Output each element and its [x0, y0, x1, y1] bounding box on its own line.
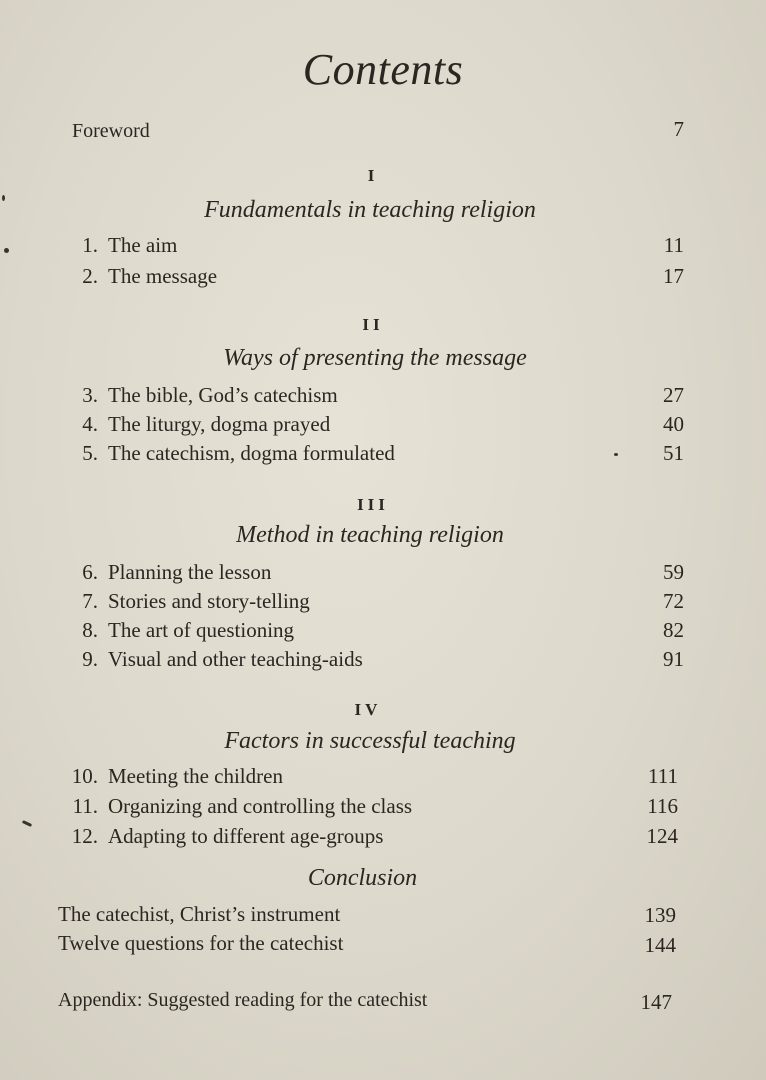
- conclusion-entry-title: The catechist, Christ’s instrument: [58, 902, 341, 926]
- chapter-title: Meeting the children: [108, 764, 283, 788]
- chapter-title: Organizing and controlling the class: [108, 794, 413, 818]
- paper-speck: [2, 195, 5, 201]
- chapter-title: Planning the lesson: [108, 560, 272, 584]
- part-numeral: I: [367, 166, 379, 185]
- part-title: Method in teaching religion: [236, 522, 504, 548]
- chapter-number: 4.: [82, 412, 98, 436]
- chapter-title: The liturgy, dogma prayed: [108, 412, 331, 436]
- part-numeral: III: [357, 495, 389, 514]
- page-title: Contents: [302, 45, 464, 94]
- chapter-number: 8.: [82, 618, 98, 642]
- chapter-number: 6.: [82, 560, 98, 584]
- chapter-title: The aim: [108, 233, 178, 257]
- foreword-page: 7: [673, 117, 684, 141]
- chapter-number: 9.: [82, 647, 98, 671]
- chapter-page: 51: [663, 441, 684, 465]
- chapter-page: 17: [663, 264, 684, 288]
- part-numeral: IV: [354, 700, 382, 719]
- chapter-title: The catechism, dogma formulated: [108, 441, 395, 465]
- chapter-number: 7.: [82, 589, 98, 613]
- chapter-page: 111: [648, 764, 678, 788]
- chapter-page: 72: [663, 589, 684, 613]
- paper-speck: [22, 820, 32, 827]
- part-title: Fundamentals in teaching religion: [204, 197, 536, 223]
- foreword-label: Foreword: [72, 120, 150, 142]
- chapter-number: 12.: [71, 824, 98, 848]
- chapter-number: 5.: [82, 441, 98, 465]
- chapter-page: 82: [663, 618, 684, 642]
- chapter-title: The message: [108, 264, 218, 288]
- conclusion-title: Conclusion: [307, 865, 418, 891]
- chapter-page: 40: [663, 412, 684, 436]
- conclusion-entry-title: Twelve questions for the catechist: [58, 931, 344, 955]
- appendix-page: 147: [640, 990, 672, 1014]
- chapter-title: The bible, God’s catechism: [108, 383, 338, 407]
- chapter-title: Visual and other teaching-aids: [108, 647, 363, 671]
- part-title: Ways of presenting the message: [223, 345, 527, 371]
- paper-speck: [614, 453, 618, 456]
- chapter-page: 116: [647, 794, 678, 818]
- paper-speck: [4, 248, 9, 253]
- chapter-page: 11: [663, 233, 684, 257]
- chapter-page: 124: [646, 824, 678, 848]
- chapter-page: 91: [663, 647, 684, 671]
- part-title: Factors in successful teaching: [224, 728, 516, 754]
- conclusion-entry-page: 139: [644, 903, 676, 927]
- part-numeral: II: [362, 315, 384, 334]
- chapter-number: 1.: [82, 233, 98, 257]
- chapter-title: The art of questioning: [108, 618, 295, 642]
- chapter-page: 27: [663, 383, 684, 407]
- chapter-number: 11.: [72, 794, 98, 818]
- chapter-title: Stories and story-telling: [108, 589, 310, 613]
- chapter-number: 3.: [82, 383, 98, 407]
- conclusion-entry-page: 144: [644, 933, 676, 957]
- appendix-entry: Appendix: Suggested reading for the catechist: [58, 989, 428, 1011]
- chapter-title: Adapting to different age-groups: [108, 824, 384, 848]
- chapter-number: 10.: [71, 764, 98, 788]
- chapter-number: 2.: [82, 264, 98, 288]
- chapter-page: 59: [663, 560, 684, 584]
